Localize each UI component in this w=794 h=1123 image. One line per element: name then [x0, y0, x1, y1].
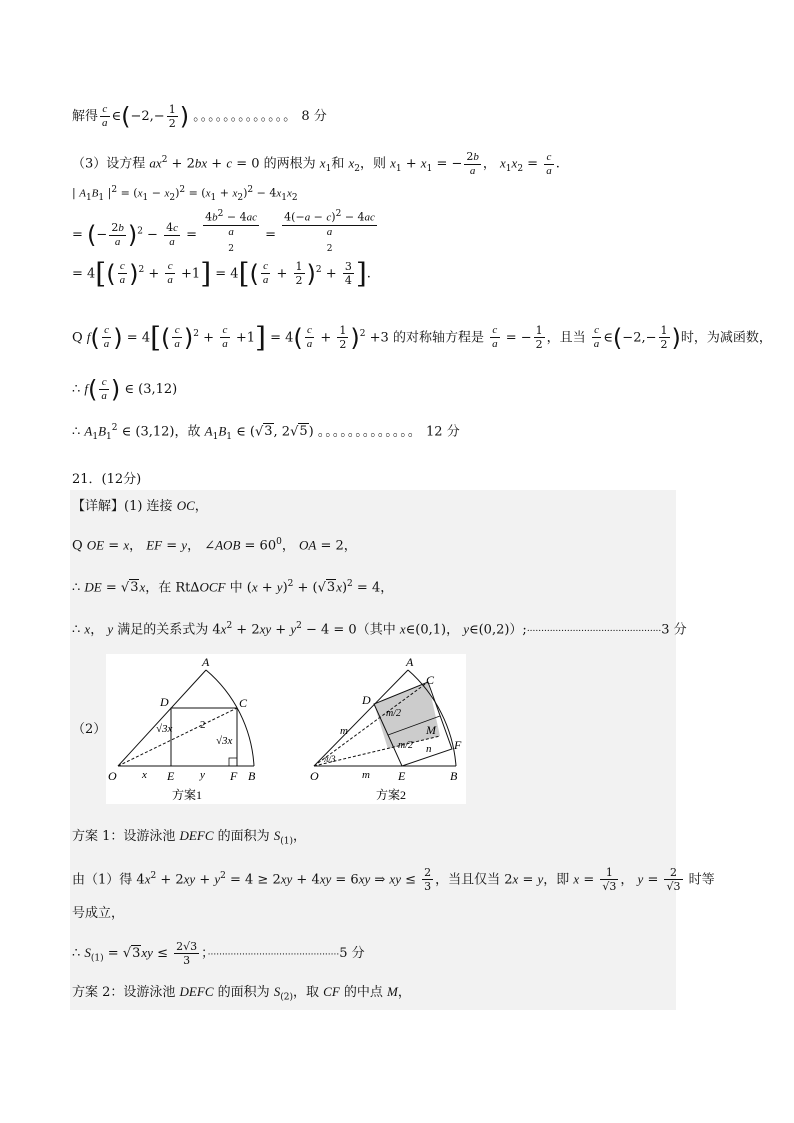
fig1-label-b: B	[248, 769, 256, 783]
line-scheme-1: 方案 1：设游泳池 DEFC 的面积为 $S_{(1)}$，	[72, 828, 307, 847]
text-prefix: 解得	[72, 109, 99, 124]
fig1-label-sqrt3x-left: √3x	[156, 723, 173, 735]
fig2-label-b: B	[450, 769, 458, 783]
line-result-interval: 解得 $\frac{c}{a}$ ∈(−2,− $\frac{1}{2}$ ) 。。。。。。。。。。。。。 8 分	[72, 102, 327, 131]
fig1-label-2: 2	[200, 719, 206, 731]
fig1-label-x: x	[142, 769, 147, 781]
line-scheme-2: 方案 2：设游泳池 DEFC 的面积为 $S_{(2)}$，取 CF 的中点 M，	[72, 984, 411, 1003]
fig2-caption: 方案2	[376, 788, 407, 802]
fig2-label-m-left: m	[340, 725, 348, 737]
fig1-label-y: y	[200, 769, 205, 781]
figures-panel	[106, 654, 466, 804]
fig2-label-c: C	[426, 673, 435, 687]
line-detail-header: 【详解】(1) 连接 OC，	[72, 498, 208, 514]
line-part3-setup: （3）设方程 $ax^2 + 2bx + c = 0$ 的两根为 $x_1$和 $x_2$，则 $x_1 + x_1$ = − $\frac{2b}{a}$ ， $x_1x_2$ = $\frac{c}{a}$ .	[72, 150, 560, 177]
line-distance-formula: | $A_1B_1$ $|^2 = (x_1 - x_2)^2 = (x_1 + x_2)^2 - 4x_1x_2$	[72, 185, 298, 203]
fig2-label-d: D	[362, 693, 371, 707]
line-function-analysis: Q f( $\frac{c}{a}$ ) = 4[( $\frac{c}{a}$ )$^2$ + $\frac{c}{a}$ +1] = 4( $\frac{c}{a}$ + $\frac{1}{2}$ )$^2$ +3 的对称轴方程是 $\frac{c}{a}$ = − $\frac{1}{2}$ ，且当 $\frac{c}{a}$ ∈(−2,− $\frac{1}{2}$ )时，为减函数，	[72, 320, 772, 354]
fig2-label-m2-bottom: m/2	[398, 740, 413, 751]
line-range-f: ∴ f( $\frac{c}{a}$ ) ∈ (3,12)	[72, 375, 178, 404]
line-area-bound: ∴ $S_{(1)} = √3xy$ ≤ $\frac{2√3}{3}$ ；··············································5 分	[72, 940, 365, 967]
fig1-caption: 方案1	[172, 788, 203, 802]
line-equality: 号成立，	[72, 906, 125, 921]
fraction-c-over-a: $\frac{c}{a}$	[102, 103, 108, 129]
fig1-label-d: D	[160, 695, 169, 709]
fig2-label-m-point: M	[426, 723, 436, 737]
line-range-ab: ∴ $A_1B_1^2$ ∈ (3,12)，故 $A_1B_1$ ∈ (√3, 2√5) 。。。。。。。。。。。。。 12 分	[72, 423, 460, 442]
fig2-label-f: F	[454, 738, 462, 752]
line-completing-square: = 4[( $\frac{c}{a}$ )$^2$ + $\frac{c}{a}$ +1] = 4[( $\frac{c}{a}$ + $\frac{1}{2}$ )$^2$ + $\frac{3}{4}$ ].	[72, 256, 371, 290]
fig1-label-e: E	[167, 769, 175, 783]
fig2-label-a: A	[406, 655, 414, 669]
fig1-label-c: C	[239, 696, 248, 710]
leader-dots: 。。。。。。。。。。。。。	[317, 424, 422, 440]
line-inequality: 由（1）得 $4x^2 + 2xy + y^2 = 4 \ge 2xy + 4xy = 6xy$ ⇒ xy ≤ $\frac{2}{3}$ ，当且仅当 2x = y，即 x = $\frac{1}{√3}$ ， y = $\frac{2}{√3}$ 时等	[72, 866, 715, 894]
score-text: 3 分	[661, 622, 687, 638]
score-text: 8 分	[301, 109, 327, 124]
fig1-label-o: O	[108, 769, 117, 783]
leader-dots: ··············································	[207, 950, 340, 960]
fig1-label-a: A	[202, 655, 210, 669]
line-pythagoras: ∴ DE = √3x，在 Rt∆OCF 中 $(x + y)^2 + (√3x)^2 = 4$，	[72, 579, 394, 596]
fig2-label-angle: π/3	[324, 754, 336, 764]
fig1-label-f: F	[230, 769, 238, 783]
score-text: 5 分	[339, 946, 365, 961]
fig2-label-n: n	[426, 743, 432, 755]
leader-dots: ···············································	[526, 626, 662, 637]
line-relation: ∴ x， y 满足的关系式为 $4x^2 + 2xy + y^2 - 4 = 0$（其中 x∈(0,1)， y∈(0,2)）;···············································3 分	[72, 621, 687, 638]
fig2-label-e: E	[398, 769, 406, 783]
line-expansion: = (− $\frac{2b}{a}$ )$^2$ − $\frac{4c}{a}$ = $4b^2 - 4ac$ a $^2$ = $4(-a - c)^2 - 4ac$ a $^2$	[72, 209, 375, 254]
leader-dots: 。。。。。。。。。。。。。	[193, 109, 298, 124]
fig2-label-m-bottom: m	[362, 769, 370, 781]
part-2-label: （2）	[72, 722, 107, 737]
score-text: 12 分	[426, 424, 460, 440]
line-question-21: 21．(12分)	[72, 472, 142, 487]
fig1-label-sqrt3x-right: √3x	[216, 735, 233, 747]
line-given: Q OE = x， EF = y， ∠AOB = $60^0$， OA = 2，	[72, 537, 357, 554]
fig2-label-o: O	[310, 769, 319, 783]
fig2-label-m2-top: m/2	[386, 708, 401, 719]
interval-text: ∈	[111, 109, 122, 124]
